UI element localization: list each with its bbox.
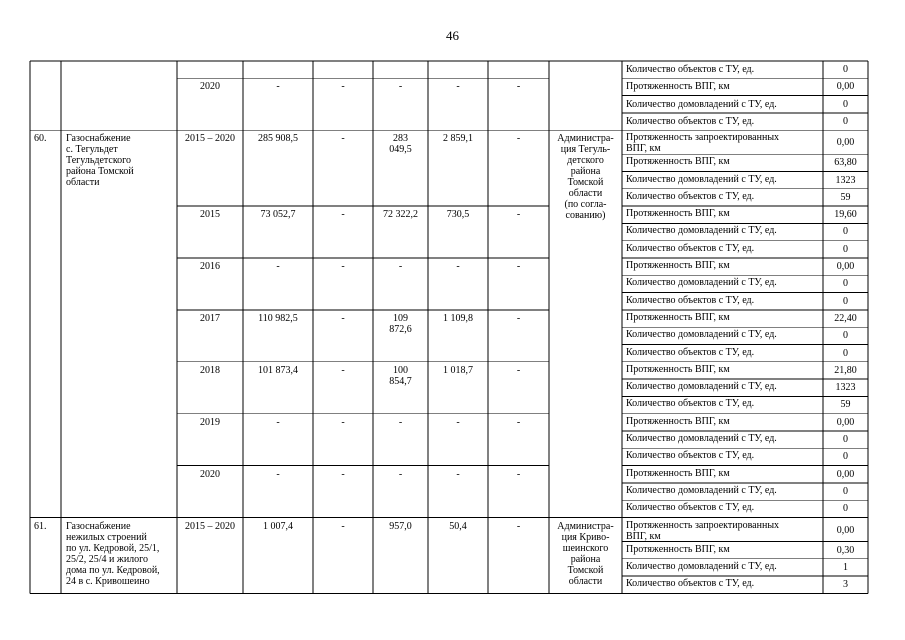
regional-cell: 72 322,2 [383,209,418,221]
indicator-name: Протяженность ВПГ, км [626,543,730,555]
extra-cell: - [516,261,521,272]
extra-cell: - [516,133,521,145]
indicator-name: Протяженность ВПГ, км [626,467,730,479]
regional-cell: 049,5 [389,144,412,156]
indicator-value: 0,00 [836,468,855,480]
total-cell: - [276,81,280,93]
indicator-name: Количество объектов с ТУ, ед. [626,242,755,254]
executor: ция Криво- [561,531,610,543]
indicator-name: ВПГ, км [626,530,661,542]
year-cell: 2016 [200,261,220,272]
year-cell: 2020 [200,81,220,93]
indicator-value: 0 [843,330,848,342]
executor: сованию) [565,210,606,222]
indicator-name: ВПГ, км [626,143,661,155]
project-name: с. Тегульдет [66,144,118,156]
indicator-value: 59 [840,191,851,203]
indicator-value: 1 [843,561,848,573]
federal-cell: - [341,81,345,93]
indicator-name: Количество объектов с ТУ, ед. [626,190,755,202]
federal-cell: - [341,209,345,221]
indicator-value: 0 [843,434,848,445]
regional-cell: 100 [393,364,408,376]
extra-cell: - [516,520,521,532]
executor: (по согла- [564,199,607,211]
indicator-name: Количество домовладений с ТУ, ед. [626,277,777,289]
project-name: Газоснабжение [66,133,131,145]
regional-cell: - [398,416,403,428]
project-name: 24 в с. Кривошеино [66,575,150,587]
indicator-name: Протяженность ВПГ, км [626,208,730,220]
indicator-value: 0,00 [836,137,855,149]
project-name: по ул. Кедровой, 25/1, [66,542,160,554]
extra-cell: - [516,312,521,324]
indicator-name: Количество объектов с ТУ, ед. [626,294,755,306]
local-cell: 1 018,7 [443,364,473,376]
local-cell: 2 859,1 [443,133,473,145]
indicator-name: Протяженность ВПГ, км [626,363,730,375]
extra-cell: - [516,81,521,93]
federal-cell: - [341,133,345,145]
indicator-name: Количество объектов с ТУ, ед. [626,450,755,462]
extra-cell: - [516,209,521,221]
year-cell: 2015 – 2020 [185,133,235,145]
indicator-name: Количество объектов с ТУ, ед. [626,346,755,358]
indicator-value: 21,80 [834,364,857,376]
extra-cell: - [516,364,521,376]
indicator-value: 0 [843,451,848,463]
regional-cell: - [398,468,403,480]
indicator-name: Протяженность ВПГ, км [626,311,730,323]
indicator-value: 0 [843,278,848,290]
project-name: Тегульдетского [66,155,132,167]
regional-cell: - [398,81,403,93]
total-cell: - [276,468,280,480]
project-name: нежилых строений [66,531,147,543]
indicator-value: 0 [843,295,848,307]
project-name: 25/2, 25/4 и жилого [66,553,149,565]
indicator-value: 0,00 [836,81,855,93]
local-cell: - [456,468,460,480]
indicator-name: Количество объектов с ТУ, ед. [626,398,755,410]
indicator-name: Количество домовладений с ТУ, ед. [626,173,777,185]
total-cell: 101 873,4 [258,364,298,376]
executor: Администра- [557,133,614,145]
executor: области [568,188,603,200]
regional-cell: 109 [393,312,408,324]
total-cell: - [276,416,280,428]
indicator-name: Количество объектов с ТУ, ед. [626,64,755,75]
indicator-value: 0 [843,485,848,497]
indicator-name: Количество объектов с ТУ, ед. [626,578,755,590]
local-cell: 730,5 [446,209,470,221]
indicator-value: 0,00 [836,416,855,428]
local-cell: - [456,81,460,93]
executor: района [570,166,601,178]
executor: ция Тегуль- [560,144,611,156]
total-cell: - [276,261,280,272]
indicator-name: Протяженность ВПГ, км [626,415,730,427]
indicator-value: 1323 [835,174,856,186]
indicator-value: 0 [843,98,848,110]
federal-cell: - [341,261,345,272]
year-cell: 2017 [200,312,220,324]
indicator-value: 3 [843,579,848,591]
indicator-value: 0 [843,115,848,127]
indicator-name: Количество домовладений с ТУ, ед. [626,329,777,341]
executor: детского [567,155,604,167]
project-name: Газоснабжение [66,520,131,532]
indicator-name: Протяженность ВПГ, км [626,156,730,168]
federal-cell: - [341,312,345,324]
indicator-value: 59 [840,399,851,411]
total-cell: 110 982,5 [258,312,298,324]
regional-cell: 957,0 [389,520,412,532]
indicator-value: 22,40 [834,312,857,324]
indicator-name: Количество домовладений с ТУ, ед. [626,381,777,393]
regional-cell: 283 [393,133,408,145]
year-cell: 2015 – 2020 [185,520,235,532]
year-cell: 2020 [200,468,220,480]
federal-cell: - [341,468,345,480]
regional-cell: - [398,261,403,272]
executor: шеинского [562,542,609,554]
indicator-name: Количество домовладений с ТУ, ед. [626,98,777,110]
indicator-name: Количество объектов с ТУ, ед. [626,115,755,127]
project-number: 61. [34,520,47,532]
indicator-name: Протяженность запроектированных [626,132,780,144]
total-cell: 73 052,7 [260,209,296,221]
year-cell: 2015 [200,209,220,221]
indicator-value: 63,80 [834,157,857,169]
executor: Томской [567,177,604,189]
federal-cell: - [341,364,345,376]
indicator-value: 0,30 [836,544,855,556]
total-cell: 1 007,4 [263,520,293,532]
indicator-value: 0 [843,503,848,515]
indicator-name: Количество домовладений с ТУ, ед. [626,225,777,237]
indicator-value: 0,00 [836,261,855,272]
federal-cell: - [341,520,345,532]
page-number: 46 [446,28,459,43]
executor: области [568,575,603,587]
local-cell: - [456,261,460,272]
year-cell: 2018 [200,364,220,376]
project-name: дома по ул. Кедровой, [66,564,160,576]
total-cell: 285 908,5 [258,133,298,145]
indicator-name: Протяженность ВПГ, км [626,81,730,93]
federal-cell: - [341,416,345,428]
indicator-value: 0 [843,64,848,75]
year-cell: 2019 [200,416,220,428]
local-cell: 1 109,8 [443,312,473,324]
extra-cell: - [516,416,521,428]
project-name: области [66,177,100,189]
indicator-value: 0,00 [836,524,855,536]
executor: района [570,553,601,565]
executor: Томской [567,564,604,576]
indicator-name: Протяженность ВПГ, км [626,260,730,271]
indicator-name: Количество домовладений с ТУ, ед. [626,484,777,496]
indicator-name: Протяженность запроектированных [626,519,780,531]
indicator-name: Количество домовладений с ТУ, ед. [626,560,777,572]
indicator-name: Количество домовладений с ТУ, ед. [626,433,777,444]
project-name: района Томской [66,166,134,178]
indicator-value: 0 [843,347,848,359]
indicator-value: 1323 [835,382,856,394]
indicator-value: 19,60 [834,209,857,221]
local-cell: - [456,416,460,428]
indicator-value: 0 [843,243,848,255]
local-cell: 50,4 [449,520,467,532]
regional-cell: 854,7 [389,375,412,387]
regional-cell: 872,6 [389,323,412,335]
indicator-name: Количество объектов с ТУ, ед. [626,502,755,514]
indicator-value: 0 [843,226,848,238]
extra-cell: - [516,468,521,480]
executor: Администра- [557,520,614,532]
project-number: 60. [34,133,47,145]
